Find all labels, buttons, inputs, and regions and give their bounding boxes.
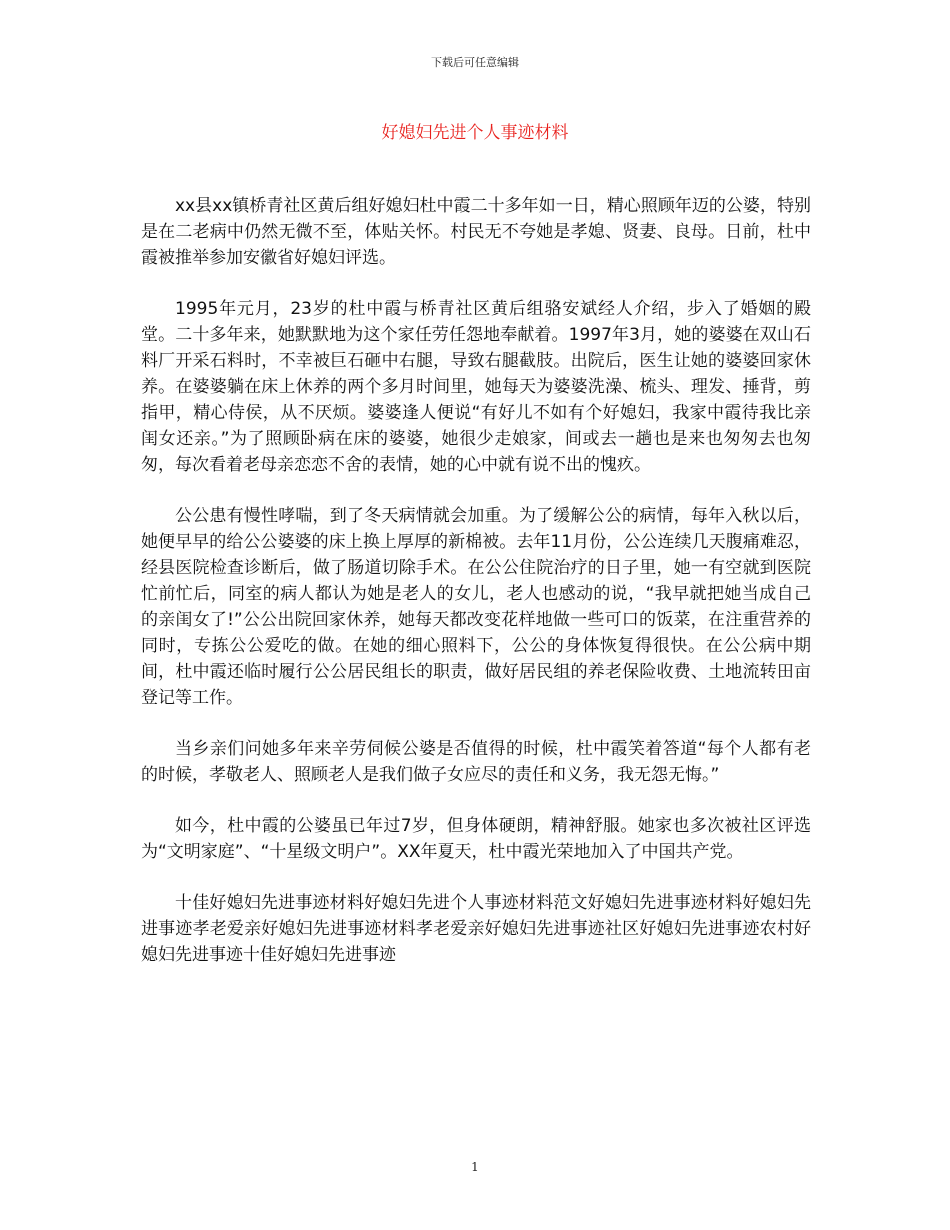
paragraph-today: 如今，杜中霞的公婆虽已年过7岁，但身体硬朗，精神舒服。她家也多次被社区评选为“文明家庭”、“十星级文明户”。XX年夏天，杜中霞光荣地加入了中国共产党。	[141, 816, 811, 862]
document-title: 好媳妇先进个人事迹材料	[381, 123, 569, 143]
paragraph-keywords: 十佳好媳妇先进事迹材料好媳妇先进个人事迹材料范文好媳妇先进事迹材料好媳妇先进事迹孝老爱亲好媳妇先进事迹材料孝老爱亲好媳妇先进事迹社区好媳妇先进事迹农村好媳妇先进事迹十佳好媳妇先进事迹	[141, 893, 811, 965]
paragraph-father-in-law: 公公患有慢性哮喘，到了冬天病情就会加重。为了缓解公公的病情，每年入秋以后，她便早早的给公公婆婆的床上换上厚厚的新棉被。去年11月份，公公连续几天腹痛难忍，经县医院检查诊断后，做了肠道切除手术。在公公住院治疗的日子里，她一有空就到医院忙前忙后，同室的病人都认为她是老人的女儿，老人也感动的说，“我早就把她当成自己的亲闺女了!”公公出院回家休养，她每天都改变花样地做一些可口的饭菜，在注重营养的同时，专拣公公爱吃的做。在她的细心照料下，公公的身体恢复得很快。在公公病中期间，杜中霞还临时履行公公居民组长的职责，做好居民组的养老保险收费、土地流转田亩登记等工作。	[141, 506, 811, 708]
document-body	[141, 193, 811, 993]
paragraph-marriage: 1995年元月，23岁的杜中霞与桥青社区黄后组骆安斌经人介绍，步入了婚姻的殿堂。二十多年来，她默默地为这个家任劳任怨地奉献着。1997年3月，她的婆婆在双山石料厂开采石料时，不幸被巨石砸中右腿，导致右腿截肢。出院后，医生让她的婆婆回家休养。在婆婆躺在床上休养的两个多月时间里，她每天为婆婆洗澡、梳头、理发、捶背，剪指甲，精心侍侯，从不厌烦。婆婆逢人便说“有好儿不如有个好媳妇，我家中霞待我比亲闺女还亲。”为了照顾卧病在床的婆婆，她很少走娘家，间或去一趟也是来也匆匆去也匆匆，每次看着老母亲恋恋不舍的表情，她的心中就有说不出的愧疚。	[141, 299, 811, 475]
paragraph-intro: xx县xx镇桥青社区黄后组好媳妇杜中霞二十多年如一日，精心照顾年迈的公婆，特别是在二老病中仍然无微不至，体贴关怀。村民无不夸她是孝媳、贤妻、良母。日前，杜中霞被推举参加安徽省好媳妇评选。	[141, 196, 811, 268]
paragraph-quote: 当乡亲们问她多年来辛劳伺候公婆是否值得的时候，杜中霞笑着答道“每个人都有老的时候，孝敬老人、照顾老人是我们做子女应尽的责任和义务，我无怨无悔。”	[141, 739, 811, 785]
page-number: 1	[471, 1160, 479, 1174]
header-note: 下载后可任意编辑	[431, 56, 519, 69]
